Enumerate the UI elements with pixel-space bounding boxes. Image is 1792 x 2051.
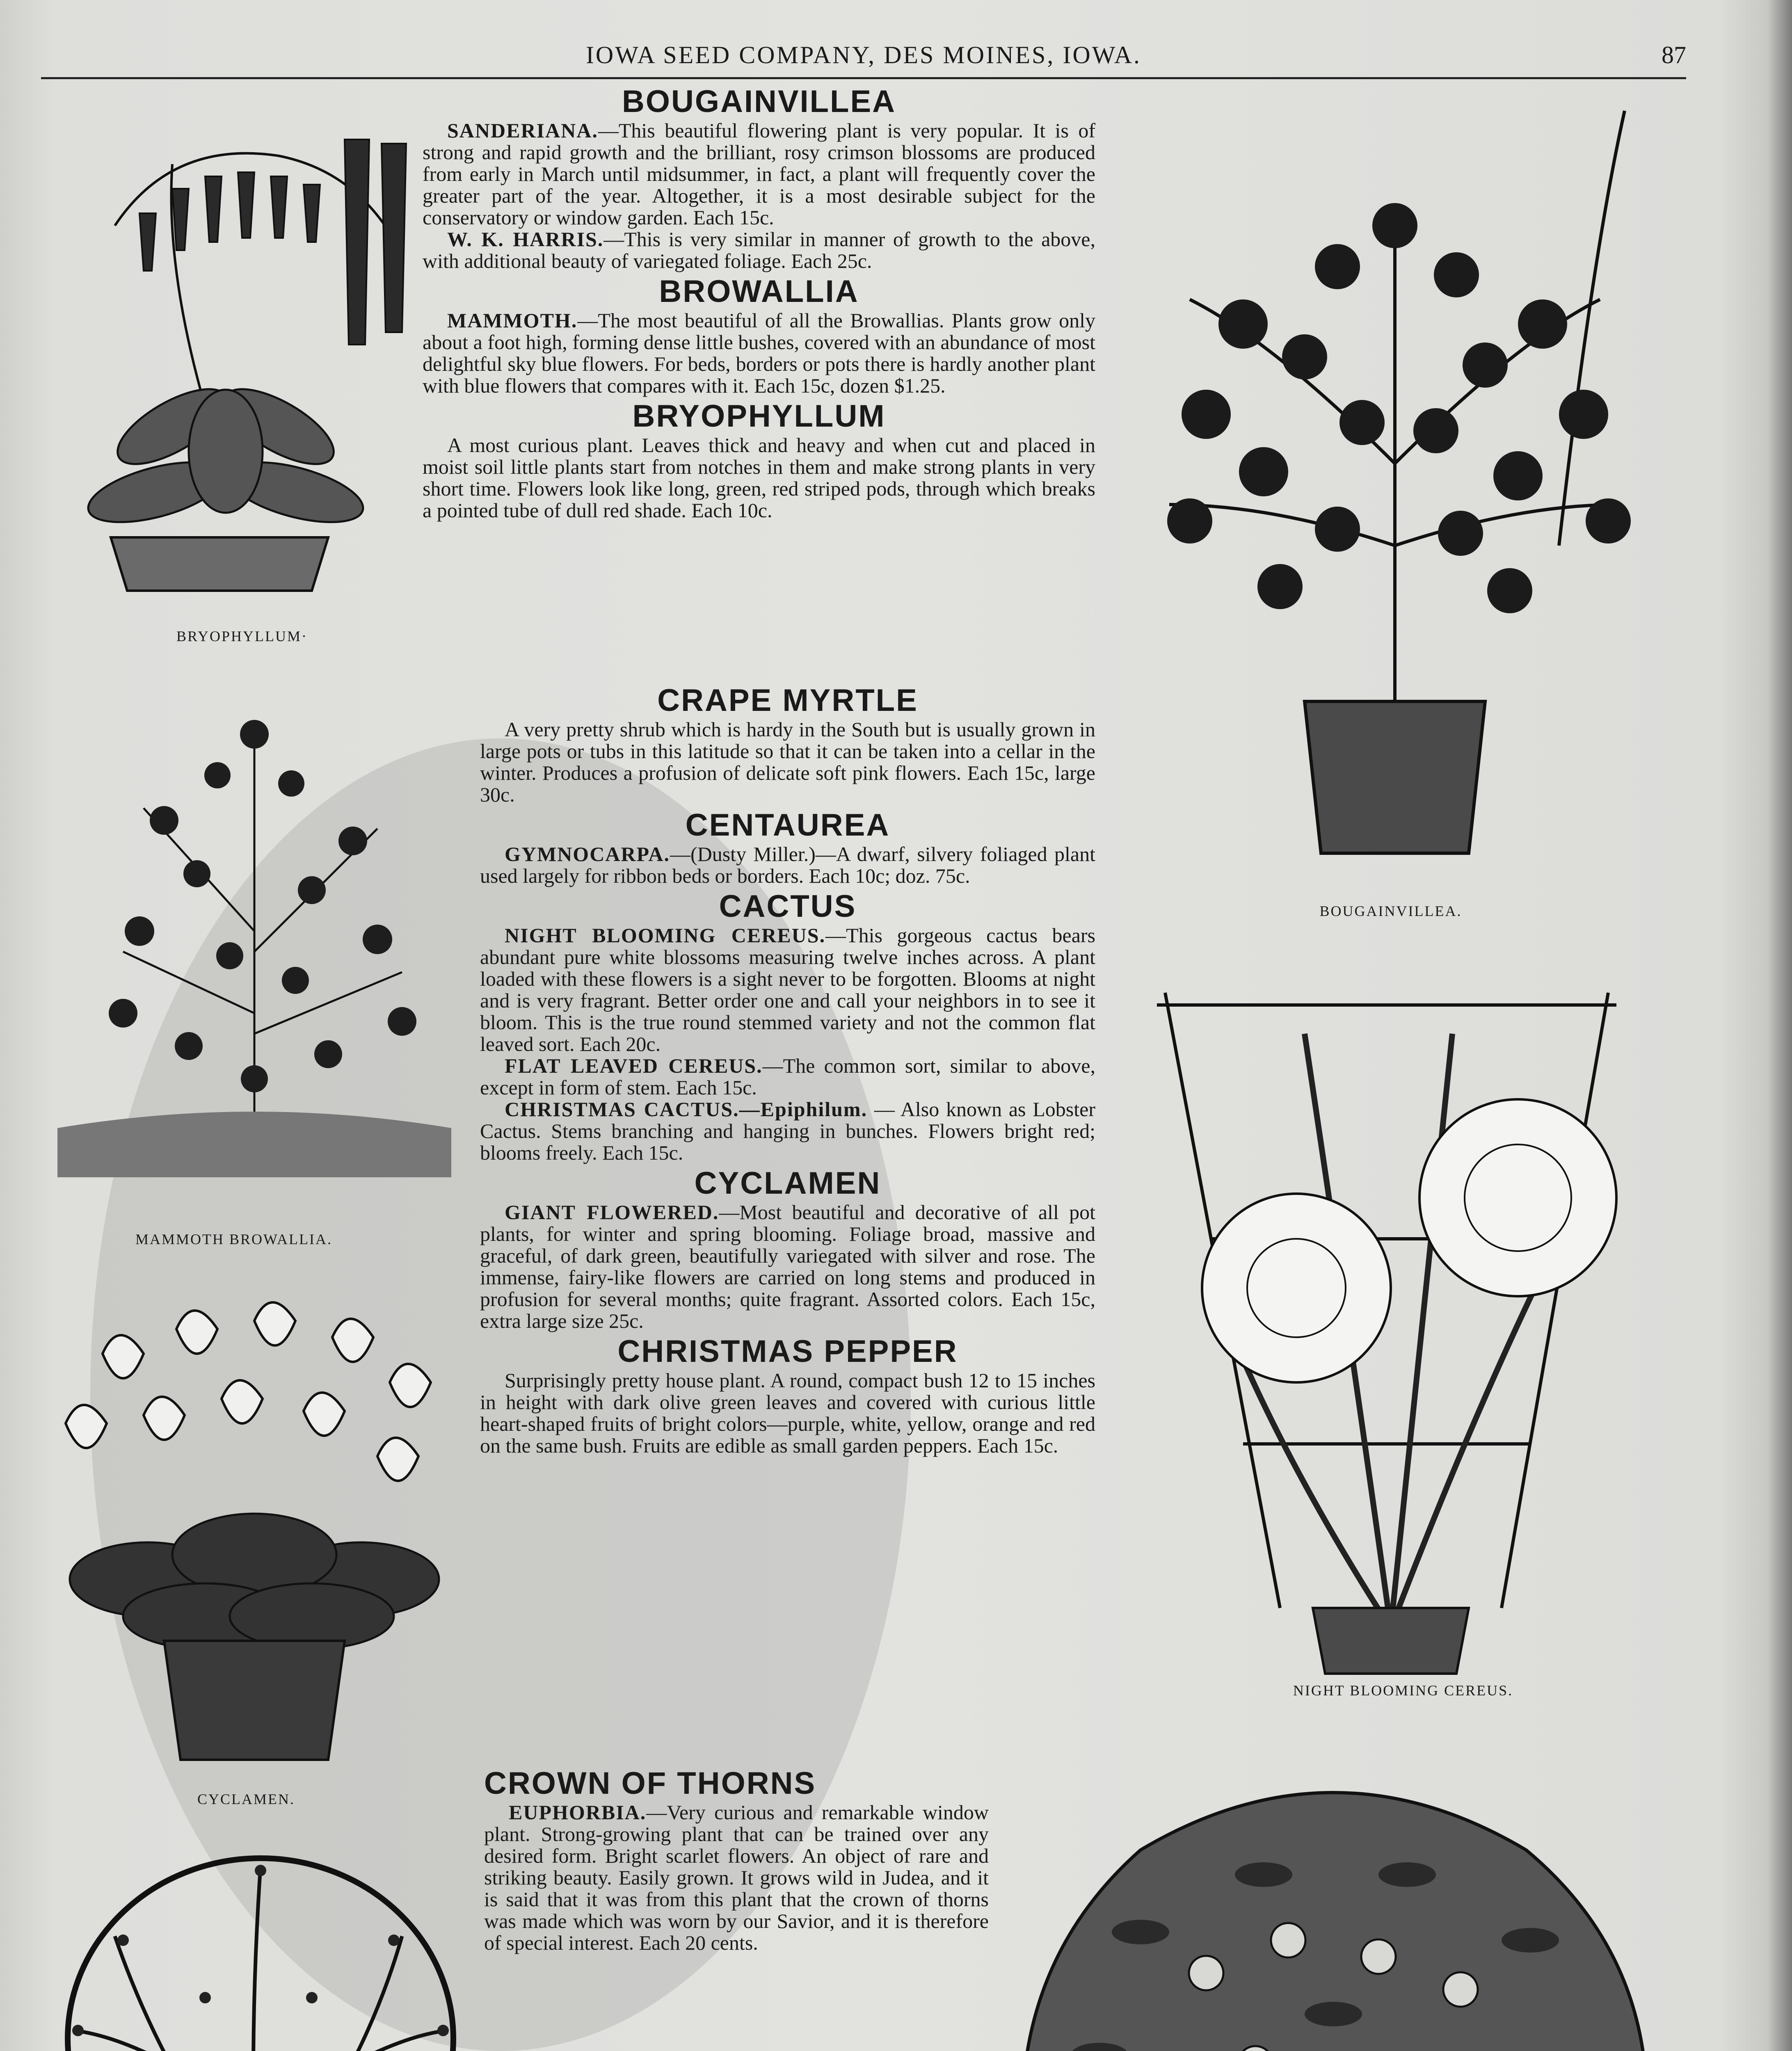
entry-text: Surprisingly pretty house plant. A round, compact bush 12 to 15 inches in height with dark olive green leaves and covered with curious little heart-shaped fruits of bright colors—purple, white, yellow, orange and red on the same bush. Fruits are edible as small garden peppers. Each 15c. bbox=[480, 1369, 1095, 1457]
section-christmas-pepper bbox=[480, 1334, 1095, 1457]
night-blooming-cereus-illustration bbox=[1108, 952, 1666, 1682]
section-title: CROWN OF THORNS bbox=[484, 1766, 816, 1801]
entry-lead: GIANT FLOWERED. bbox=[505, 1201, 719, 1224]
section-browallia bbox=[423, 274, 1095, 397]
section-title: CENTAUREA bbox=[685, 808, 890, 843]
section-crape-myrtle bbox=[480, 683, 1095, 806]
crown-of-thorns-illustration bbox=[41, 1834, 480, 2051]
entry-text: A most curious plant. Leaves thick and heavy and when cut and placed in moist soil little plants start from notches in them and make strong plants in very short time. Flowers look like long, green, red striped pods, through which breaks a pointed tube of dull red shade. Each 10c. bbox=[423, 434, 1095, 522]
entry-lead: FLAT LEAVED CEREUS. bbox=[505, 1054, 763, 1077]
entry-paragraph bbox=[480, 925, 1095, 1055]
entry-paragraph bbox=[423, 434, 1095, 521]
entry-paragraph bbox=[480, 843, 1095, 887]
section-title: BOUGAINVILLEA bbox=[622, 84, 896, 119]
section-title: CYCLAMEN bbox=[694, 1166, 881, 1201]
section-title: BROWALLIA bbox=[659, 274, 859, 309]
entry-lead: MAMMOTH. bbox=[447, 309, 578, 332]
entry-lead: CHRISTMAS CACTUS.—Epiphilum. bbox=[505, 1098, 868, 1121]
caption-browallia: MAMMOTH BROWALLIA. bbox=[135, 1231, 332, 1247]
section-title: CACTUS bbox=[719, 889, 857, 924]
entry-paragraph bbox=[423, 310, 1095, 397]
bryophyllum-illustration bbox=[49, 90, 431, 615]
text-column-middle bbox=[480, 681, 1095, 1457]
caption-cyclamen: CYCLAMEN. bbox=[197, 1791, 295, 1807]
section-bryophyllum bbox=[423, 399, 1095, 521]
christmas-pepper-illustration bbox=[976, 1727, 1690, 2051]
entry-paragraph bbox=[480, 1201, 1095, 1332]
entry-text: — Also known as Lobster Cactus. Stems branching and hanging in bunches. Flowers bright red; blooms freely. Each 15c. bbox=[480, 1098, 1095, 1164]
section-bougainvillea bbox=[423, 85, 1095, 272]
entry-paragraph bbox=[484, 1802, 989, 1954]
text-column-lower bbox=[484, 1764, 989, 1954]
entry-lead: SANDERIANA. bbox=[447, 119, 598, 142]
section-title: BRYOPHYLLUM bbox=[632, 399, 886, 434]
entry-text: —Most beautiful and decorative of all pot plants, for winter and spring blooming. Foliage broad, massive and graceful, of dark green, beautifully variegated with silver and rose. The immense, fairy-like flowers are carried on long stems and produced in profusion for several months; quite fragrant. Assorted colors. Each 15c, extra large size 25c. bbox=[480, 1201, 1095, 1332]
entry-paragraph bbox=[423, 120, 1095, 228]
caption-cereus: NIGHT BLOOMING CEREUS. bbox=[1293, 1682, 1513, 1699]
section-title: CHRISTMAS PEPPER bbox=[617, 1334, 958, 1369]
entry-text: —The common sort, similar to above, except in form of stem. Each 15c. bbox=[480, 1054, 1095, 1099]
bougainvillea-illustration bbox=[1108, 94, 1682, 882]
page-header bbox=[41, 39, 1686, 76]
entry-lead: W. K. HARRIS. bbox=[447, 228, 604, 251]
entry-lead: NIGHT BLOOMING CEREUS. bbox=[505, 924, 826, 947]
entry-paragraph bbox=[480, 719, 1095, 806]
entry-text: A very pretty shrub which is hardy in the South but is usually grown in large pots or tubs in this latitude so that it can be taken into a cellar in the winter. Produces a profusion of delicate soft pink flowers. Each 15c, large 30c. bbox=[480, 718, 1095, 806]
section-crown-of-thorns bbox=[484, 1766, 989, 1954]
section-centaurea bbox=[480, 808, 1095, 887]
entry-lead: EUPHORBIA. bbox=[509, 1801, 647, 1824]
cyclamen-illustration bbox=[41, 1292, 472, 1776]
page-spine-shadow bbox=[1767, 0, 1792, 2051]
section-cyclamen bbox=[480, 1166, 1095, 1332]
section-title: CRAPE MYRTLE bbox=[657, 683, 918, 718]
entry-text: —This gorgeous cactus bears abundant pure white blossoms measuring twelve inches across. A plant loaded with these flowers is a sight never to be forgotten. Blooms at night and is very fragrant. Better order one and call your neighbors in to see it bloom. This is the true round stemmed variety and not the common flat leaved sort. Each 20c. bbox=[480, 924, 1095, 1055]
entry-text: —Very curious and remarkable window plant. Strong-growing plant that can be trained over any desired form. Bright scarlet flowers. An object of rare and striking beauty. Easily grown. It grows wild in Judea, and it is said that it was from this plant that the crown of thorns was made which was worn by our Savior, and it is therefore of special interest. Each 20 cents. bbox=[484, 1801, 989, 1954]
entry-text: —This beautiful flowering plant is very popular. It is of strong and rapid growth and the brilliant, rosy crimson blossoms are produced from early in March until midsummer, in fact, a plant will frequently cover the greater part of the year. Altogether, it is a most desirable subject for the conservatory or window garden. Each 15c. bbox=[423, 119, 1095, 229]
header-title: IOWA SEED COMPANY, DES MOINES, IOWA. bbox=[585, 41, 1142, 69]
entry-lead: GYMNOCARPA. bbox=[505, 843, 670, 866]
page-number: 87 bbox=[1662, 41, 1686, 69]
browallia-illustration bbox=[41, 685, 468, 1226]
header-rule bbox=[41, 77, 1686, 79]
entry-text: —The most beautiful of all the Browallias. Plants grow only about a foot high, forming dense little bushes, covered with an abundance of most delightful sky blue flowers. For beds, borders or pots there is hardly another plant with blue flowers that compares with it. Each 15c, dozen $1.25. bbox=[423, 309, 1095, 397]
entry-paragraph bbox=[480, 1099, 1095, 1164]
entry-text: —(Dusty Miller.)—A dwarf, silvery foliaged plant used largely for ribbon beds or borders. Each 10c; doz. 75c. bbox=[480, 843, 1095, 887]
entry-paragraph bbox=[480, 1055, 1095, 1099]
caption-bryophyllum: BRYOPHYLLUM· bbox=[176, 628, 308, 644]
entry-paragraph bbox=[480, 1370, 1095, 1457]
text-column-upper bbox=[423, 82, 1095, 521]
entry-paragraph bbox=[423, 228, 1095, 272]
entry-text: —This is very similar in manner of growth to the above, with additional beauty of variegated foliage. Each 25c. bbox=[423, 228, 1095, 272]
section-cactus bbox=[480, 889, 1095, 1164]
caption-bougainvillea: BOUGAINVILLEA. bbox=[1319, 903, 1462, 919]
